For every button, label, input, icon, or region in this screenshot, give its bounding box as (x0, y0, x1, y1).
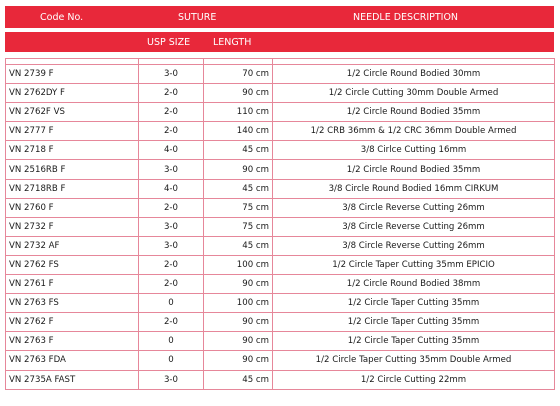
usp-size-cell: 3-0 (139, 370, 204, 389)
code-cell: VN 2739 F (6, 65, 139, 84)
needle-description-cell: 1/2 Circle Round Bodied 35mm (273, 160, 555, 179)
needle-description-cell: 1/2 CRB 36mm & 1/2 CRC 36mm Double Armed (273, 122, 555, 141)
table-row (6, 236, 555, 255)
usp-size-cell: 2-0 (139, 198, 204, 217)
length-cell: 90 cm (204, 332, 273, 351)
needle-description-cell: 1/2 Circle Taper Cutting 35mm (273, 294, 555, 313)
code-cell: VN 2732 F (6, 217, 139, 236)
needle-description-cell: 1/2 Circle Round Bodied 38mm (273, 275, 555, 294)
table-row (6, 103, 555, 122)
suture-table-body (6, 59, 555, 390)
code-cell: VN 2777 F (6, 122, 139, 141)
usp-size-cell: 2-0 (139, 103, 204, 122)
header-bar-bottom (5, 32, 554, 52)
table-row (6, 294, 555, 313)
table-row (6, 332, 555, 351)
usp-size-cell: 3-0 (139, 236, 204, 255)
header-code: Code No. (40, 11, 84, 23)
needle-description-cell: 3/8 Circle Reverse Cutting 26mm (273, 217, 555, 236)
usp-size-cell: 2-0 (139, 255, 204, 274)
header-length: LENGTH (213, 36, 252, 48)
length-cell: 90 cm (204, 160, 273, 179)
needle-description-cell: 1/2 Circle Round Bodied 30mm (273, 65, 555, 84)
table-row (6, 255, 555, 274)
header-bar-top (5, 6, 554, 28)
header-suture: SUTURE (178, 11, 217, 23)
usp-size-cell: 2-0 (139, 84, 204, 103)
needle-description-cell: 1/2 Circle Cutting 30mm Double Armed (273, 84, 555, 103)
usp-size-cell: 3-0 (139, 160, 204, 179)
length-cell: 45 cm (204, 370, 273, 389)
length-cell: 45 cm (204, 236, 273, 255)
table-row (6, 84, 555, 103)
usp-size-cell: 4-0 (139, 179, 204, 198)
code-cell: VN 2761 F (6, 275, 139, 294)
needle-description-cell: 3/8 Cirlce Cutting 16mm (273, 141, 555, 160)
code-cell: VN 2732 AF (6, 236, 139, 255)
usp-size-cell: 2-0 (139, 275, 204, 294)
suture-table (5, 58, 555, 390)
needle-description-cell: 1/2 Circle Taper Cutting 35mm (273, 332, 555, 351)
length-cell: 75 cm (204, 217, 273, 236)
header-usp-size: USP SIZE (147, 36, 191, 48)
code-cell: VN 2760 F (6, 198, 139, 217)
length-cell: 110 cm (204, 103, 273, 122)
code-cell: VN 2763 FDA (6, 351, 139, 370)
usp-size-cell: 0 (139, 351, 204, 370)
code-cell: VN 2762 FS (6, 255, 139, 274)
length-cell: 75 cm (204, 198, 273, 217)
table-row (6, 122, 555, 141)
usp-size-cell: 0 (139, 332, 204, 351)
needle-description-cell: 1/2 Circle Taper Cutting 35mm (273, 313, 555, 332)
table-row (6, 217, 555, 236)
table-row (6, 313, 555, 332)
code-cell: VN 2735A FAST (6, 370, 139, 389)
table-row (6, 160, 555, 179)
length-cell: 90 cm (204, 84, 273, 103)
table-row (6, 65, 555, 84)
header-needle-description: NEEDLE DESCRIPTION (353, 11, 459, 23)
table-row (6, 370, 555, 389)
length-cell: 100 cm (204, 294, 273, 313)
length-cell: 45 cm (204, 141, 273, 160)
code-cell: VN 2762DY F (6, 84, 139, 103)
code-cell: VN 2718 F (6, 141, 139, 160)
length-cell: 70 cm (204, 65, 273, 84)
needle-description-cell: 3/8 Circle Reverse Cutting 26mm (273, 236, 555, 255)
usp-size-cell: 2-0 (139, 313, 204, 332)
code-cell: VN 2516RB F (6, 160, 139, 179)
length-cell: 45 cm (204, 179, 273, 198)
table-row (6, 179, 555, 198)
table-row (6, 351, 555, 370)
usp-size-cell: 2-0 (139, 122, 204, 141)
needle-description-cell: 1/2 Circle Taper Cutting 35mm EPICIO (273, 255, 555, 274)
code-cell: VN 2763 F (6, 332, 139, 351)
code-cell: VN 2718RB F (6, 179, 139, 198)
table-row (6, 141, 555, 160)
needle-description-cell: 1/2 Circle Cutting 22mm (273, 370, 555, 389)
length-cell: 90 cm (204, 351, 273, 370)
code-cell: VN 2762F VS (6, 103, 139, 122)
usp-size-cell: 3-0 (139, 65, 204, 84)
code-cell: VN 2763 FS (6, 294, 139, 313)
usp-size-cell: 0 (139, 294, 204, 313)
length-cell: 100 cm (204, 255, 273, 274)
table-row (6, 275, 555, 294)
length-cell: 140 cm (204, 122, 273, 141)
needle-description-cell: 3/8 Circle Round Bodied 16mm CIRKUM (273, 179, 555, 198)
usp-size-cell: 4-0 (139, 141, 204, 160)
needle-description-cell: 1/2 Circle Taper Cutting 35mm Double Armed (273, 351, 555, 370)
usp-size-cell: 3-0 (139, 217, 204, 236)
length-cell: 90 cm (204, 313, 273, 332)
needle-description-cell: 3/8 Circle Reverse Cutting 26mm (273, 198, 555, 217)
table-row (6, 198, 555, 217)
code-cell: VN 2762 F (6, 313, 139, 332)
length-cell: 90 cm (204, 275, 273, 294)
needle-description-cell: 1/2 Circle Round Bodied 35mm (273, 103, 555, 122)
